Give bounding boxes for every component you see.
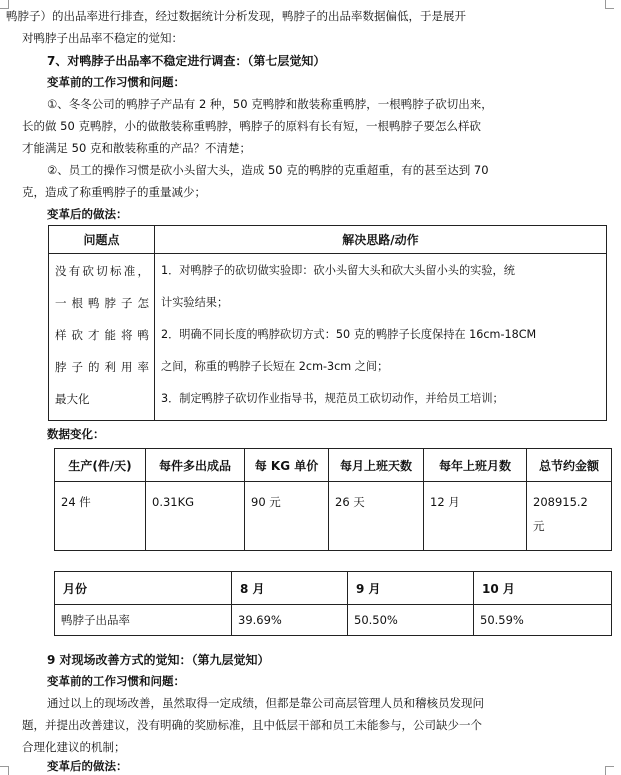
cell-oct-value: 50.59% — [474, 605, 612, 636]
problem-line: 没有砍切标准， — [55, 264, 149, 278]
section-7-p1-line-1: ①、冬冬公司的鸭脖子产品有 2 种，50 克鸭脖和散装称重鸭脖，一根鸭脖子砍切出来， — [47, 97, 493, 111]
problem-line: 脖子的利用率 — [55, 360, 149, 374]
solution-cell — [155, 254, 607, 421]
section-7-p1-line-2: 长的做 50 克鸭脖，小的做散装称重鸭脖，鸭脖子的原料有长有短，一根鸭脖子要怎么样砍 — [22, 119, 481, 133]
solution-table-header — [49, 226, 607, 254]
section-7-p2-line-1: ②、员工的操作习惯是砍小头留大头，造成 50 克的鸭脖的克重超重，有的甚至达到 70 — [47, 163, 489, 177]
problem-line: 最大化 — [55, 392, 90, 406]
section-7-after-title: 变革后的做法： — [47, 207, 128, 221]
problem-line: 一根鸭脖子怎 — [55, 296, 149, 310]
header-month: 月份 — [55, 572, 232, 605]
intro-line-1: 鸭脖子）的出品率进行排查，经过数据统计分析发现，鸭脖子的出品率数据偏低，于是展开 — [6, 9, 466, 23]
header-extra-output: 每件多出成品 — [146, 449, 245, 482]
problem-line: 样砍才能将鸭 — [55, 328, 149, 342]
section-9-p1-line-3: 合理化建议的机制； — [22, 740, 126, 754]
yield-rate-table — [54, 571, 612, 636]
data-change-row — [55, 482, 612, 551]
section-9-p1-line-1: 通过以上的现场改善，虽然取得一定成绩，但都是靠公司高层管理人员和稽核员发现问 — [47, 696, 484, 710]
header-production: 生产(件/天) — [55, 449, 146, 482]
cell-total-savings — [527, 482, 612, 551]
section-7-heading: 7、对鸭脖子出品率不稳定进行调查：（第七层觉知） — [47, 54, 326, 68]
cell-metric: 鸭脖子出品率 — [55, 605, 232, 636]
cell-production: 24 件 — [55, 482, 146, 551]
problem-cell — [49, 254, 155, 421]
header-days-per-month: 每月上班天数 — [329, 449, 424, 482]
header-problem: 问题点 — [49, 226, 155, 254]
section-7-p1-line-3: 才能满足 50 克和散装称重的产品？不清楚； — [22, 141, 251, 155]
intro-line-2: 对鸭脖子出品率不稳定的觉知： — [22, 31, 183, 45]
total-savings-line: 208915.2 — [533, 495, 588, 509]
section-7-p2-line-2: 克，造成了称重鸭脖子的重量减少； — [22, 185, 206, 199]
yield-rate-row — [55, 605, 612, 636]
yield-rate-header — [55, 572, 612, 605]
solution-line: 之间，称重的鸭脖子长短在 2cm-3cm 之间； — [161, 360, 389, 373]
solution-line: 3．制定鸭脖子砍切作业指导书，规范员工砍切动作，并给员工培训； — [161, 392, 504, 405]
section-9-heading: 9 对现场改善方式的觉知：（第九层觉知） — [47, 653, 270, 667]
header-months-per-year: 每年上班月数 — [424, 449, 527, 482]
solution-line: 计实验结果； — [161, 296, 229, 309]
section-9-before-title: 变革前的工作习惯和问题： — [47, 674, 185, 688]
solution-line: 2．明确不同长度的鸭脖砍切方式：50 克的鸭脖子长度保持在 16cm-18CM — [161, 328, 537, 341]
crop-mark-top-right — [605, 0, 614, 9]
data-change-header — [55, 449, 612, 482]
cell-extra-output: 0.31KG — [146, 482, 245, 551]
cell-aug-value: 39.69% — [232, 605, 348, 636]
header-sep: 9 月 — [348, 572, 474, 605]
cell-days-per-month: 26 天 — [329, 482, 424, 551]
data-change-table — [54, 448, 612, 551]
cell-unit-price: 90 元 — [245, 482, 329, 551]
solution-table-row — [49, 254, 607, 421]
section-9-p1-line-2: 题，并提出改善建议，没有明确的奖励标准，且中低层干部和员工未能参与，公司缺少一个 — [22, 718, 482, 732]
solution-table — [48, 225, 607, 421]
header-solution: 解决思路/动作 — [155, 226, 607, 254]
total-savings-line: 元 — [533, 519, 545, 533]
data-change-title: 数据变化： — [47, 427, 105, 441]
section-9-after-title: 变革后的做法： — [47, 759, 128, 773]
solution-line: 1．对鸭脖子的砍切做实验即：砍小头留大头和砍大头留小头的实验，统 — [161, 264, 515, 277]
header-oct: 10 月 — [474, 572, 612, 605]
header-total-savings: 总节约金额 — [527, 449, 612, 482]
cell-months-per-year: 12 月 — [424, 482, 527, 551]
cell-sep-value: 50.50% — [348, 605, 474, 636]
section-7-before-title: 变革前的工作习惯和问题： — [47, 75, 185, 89]
header-unit-price: 每 KG 单价 — [245, 449, 329, 482]
header-aug: 8 月 — [232, 572, 348, 605]
